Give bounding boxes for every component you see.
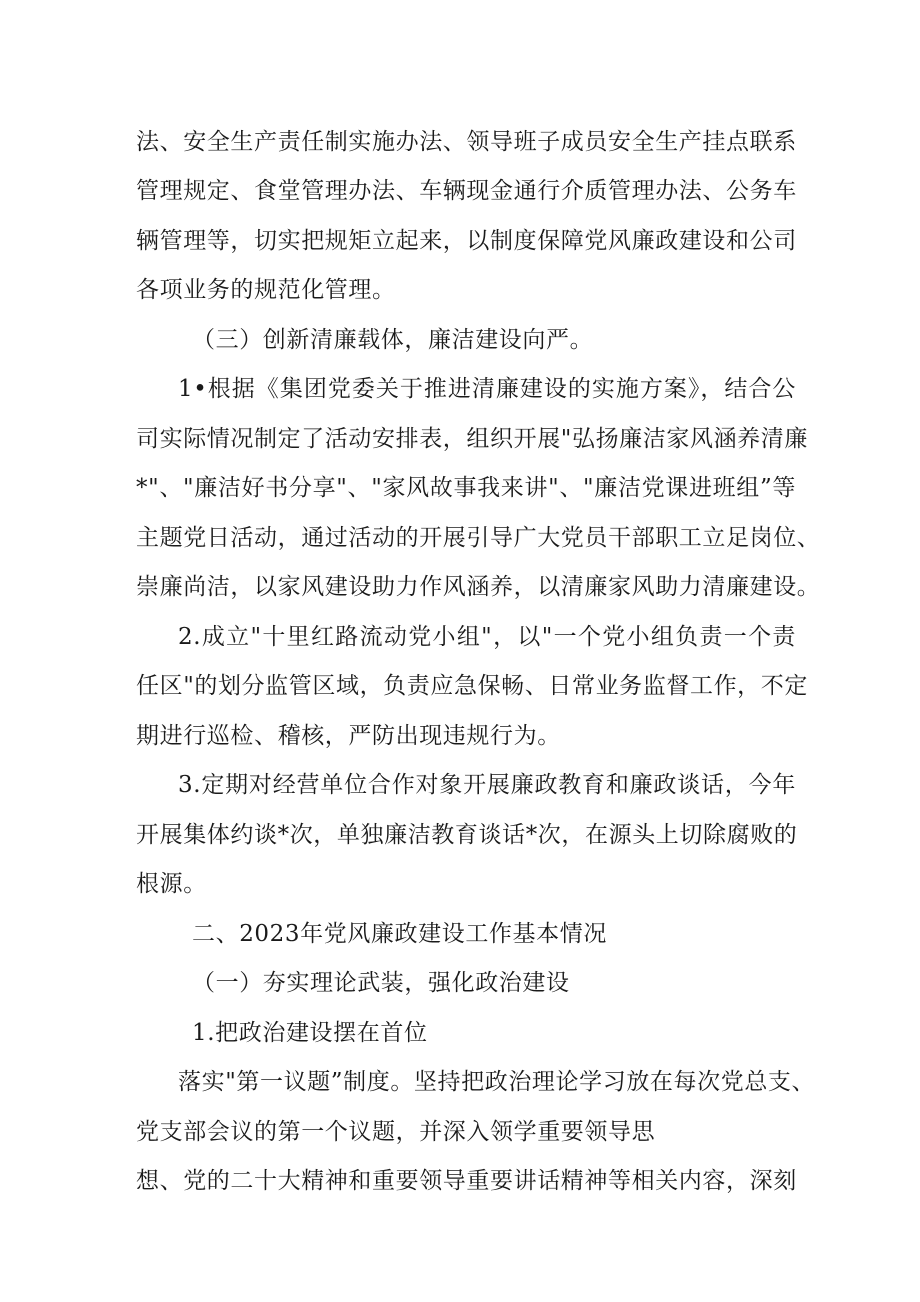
body-text-line: 落实"第一议题”制度。坚持把政治理论学习放在每次党总支、 <box>178 1069 816 1095</box>
body-text-line: 3.定期对经营单位合作对象开展廉政教育和廉政谈话，今年 <box>178 772 796 798</box>
chapter-heading: 二、2023年党风廉政建设工作基本情况 <box>192 921 607 947</box>
body-text-line: 司实际情况制定了活动安排表，组织开展"弘扬廉洁家风涵养清廉 <box>136 426 808 452</box>
body-text-line: 党支部会议的第一个议题，并深入领学重要领导思 <box>136 1119 656 1145</box>
body-text-line: 辆管理等，切实把规矩立起来，以制度保障党风廉政建设和公司 <box>136 228 797 254</box>
body-text-line: 2.成立"十里红路流动党小组"，以"一个党小组负责一个责 <box>178 624 796 650</box>
section-heading: （一）夯实理论武装，强化政治建设 <box>192 970 570 996</box>
body-text-line: 各项业务的规范化管理。 <box>136 277 396 303</box>
body-text-line: 法、安全生产责任制实施办法、领导班子成员安全生产挂点联系 <box>136 129 797 155</box>
body-text-line: 任区"的划分监管区域，负责应急保畅、日常业务监督工作，不定 <box>136 673 808 699</box>
body-text-line: 管理规定、食堂管理办法、车辆现金通行介质管理办法、公务车 <box>136 178 797 204</box>
body-text-line: 主题党日活动，通过活动的开展引导广大党员干部职工立足岗位、 <box>136 525 821 551</box>
body-text-line: 开展集体约谈*次，单独廉洁教育谈话*次，在源头上切除腐败的 <box>136 822 798 848</box>
body-text-line: 1•根据《集团党委关于推进清廉建设的实施方案》，结合公 <box>178 376 796 402</box>
body-text-line: *"、"廉洁好书分享"、"家风故事我来讲"、"廉洁党课进班组”等 <box>136 475 796 501</box>
body-text-line: 根源。 <box>136 871 207 897</box>
body-text-line: 崇廉尚洁，以家风建设助力作风涵养，以清廉家风助力清廉建设。 <box>136 574 821 600</box>
body-text-line: 期进行巡检、稽核，严防出现违规行为。 <box>136 723 561 749</box>
body-text-line: 想、党的二十大精神和重要领导重要讲话精神等相关内容，深刻 <box>136 1168 797 1194</box>
section-heading: （三）创新清廉载体，廉洁建设向严。 <box>192 327 594 353</box>
subsection-heading: 1.把政治建设摆在首位 <box>192 1020 428 1046</box>
